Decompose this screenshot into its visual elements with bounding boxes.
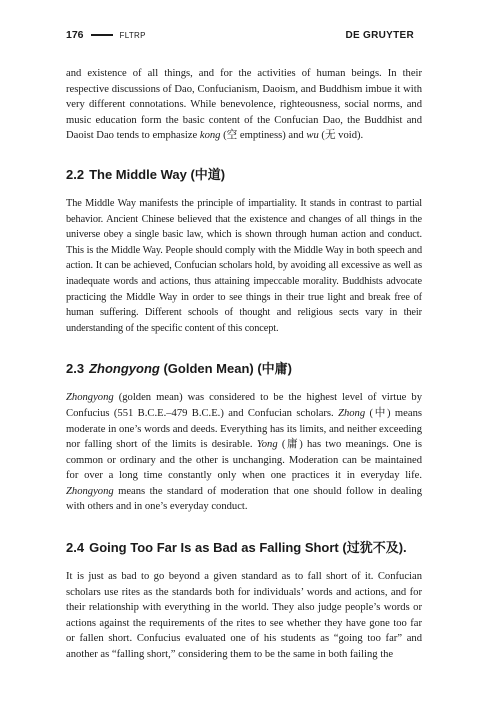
section-heading-2-3 <box>66 360 422 378</box>
term-yong: Yong <box>256 439 278 451</box>
paragraph-text: (golden mean) was considered to be the highest level of virtue by Confucius (551 B.C.E.–479 B.C.E.) and Confucian scholars. <box>66 392 422 419</box>
paragraph-continued <box>66 66 422 144</box>
paragraph-text: (中) means moderate in one’s words and deeds. Everything has its limits, and neither exceeding nor falling short of the limits is desirable. <box>66 407 422 451</box>
header-left <box>66 29 146 41</box>
term-zhong: Zhong <box>338 407 366 419</box>
paragraph-golden-mean <box>66 390 422 515</box>
term-zhongyong: Zhongyong <box>66 485 114 497</box>
header-rule <box>91 34 113 36</box>
section-title: The Middle Way (中道) <box>89 166 226 182</box>
publisher-name: FLTRP <box>119 30 146 40</box>
section-heading-2-2 <box>66 166 422 184</box>
paragraph-middle-way: The Middle Way manifests the principle of impartiality. It stands in contrast to partial behavior. Ancient Chinese believed that the existence and changes of all things in the universe obey a single basic law, which is shown through human action and conduct. This is the Middle Way. People should comply with the Middle Way in both speech and action. It can be achieved, Confucian scholars hold, by avoiding all excessive as well as inadequate words and actions, thus attaining impeccable morality. Buddhists advocate practicing the Middle Way in order to see things in their true light and break free of human suffering. Different schools of thought and religious sects vary in their understanding of the specific content of this concept. <box>66 197 422 334</box>
paragraph-text: (无 void). <box>318 130 364 142</box>
running-header <box>66 28 414 42</box>
paragraph-text: means the standard of moderation that one should follow in dealing with others and in one’s everyday conduct. <box>66 485 422 513</box>
section-title: (Golden Mean) (中庸) <box>159 361 293 377</box>
paragraph-text: and existence of all things, and for the activities of human beings. In their respective discussions of Dao, Confucianism, Daoism, and Buddhism imbue it with very different connotations. While benevolence, righteousness, social norms, and music education form the basic content of the Confucian Dao, the Buddhist and Daoist Dao tends to emphasize <box>66 68 422 142</box>
page-number: 176 <box>66 29 84 41</box>
section-number: 2.2 <box>66 166 85 182</box>
paragraph-going-too-far: It is just as bad to go beyond a given standard as to fall short of it. Confucian scholars use rites as the standards both for individuals’ words and actions, and for their relationship with everything in the world. They also judge people’s words or actions against the requirements of the rites to see whether they have gone too far or fallen short. Confucius evaluated one of his students as “going too far” and another as “falling short,” considering them to be the same in both failing the <box>66 571 422 661</box>
section-title-italic: Zhongyong <box>89 361 160 377</box>
section-number: 2.4 <box>66 540 85 556</box>
section-title: Going Too Far Is as Bad as Falling Short (过犹不及). <box>89 540 407 556</box>
term-zhongyong: Zhongyong <box>66 392 114 404</box>
paragraph-text: (庸) has two meanings. One is common or ordinary and the other is unchanging. Moderation can be maintained for over a long time constantly only when one practices it in everyday life. <box>66 439 422 482</box>
paragraph-text: (空 emptiness) and <box>220 130 307 142</box>
term-wu: wu <box>306 130 319 142</box>
term-kong: kong <box>199 130 221 142</box>
section-number: 2.3 <box>66 361 85 377</box>
brand-name: DE GRUYTER <box>345 29 414 41</box>
section-heading-2-4 <box>66 539 422 557</box>
page-body <box>66 66 422 663</box>
